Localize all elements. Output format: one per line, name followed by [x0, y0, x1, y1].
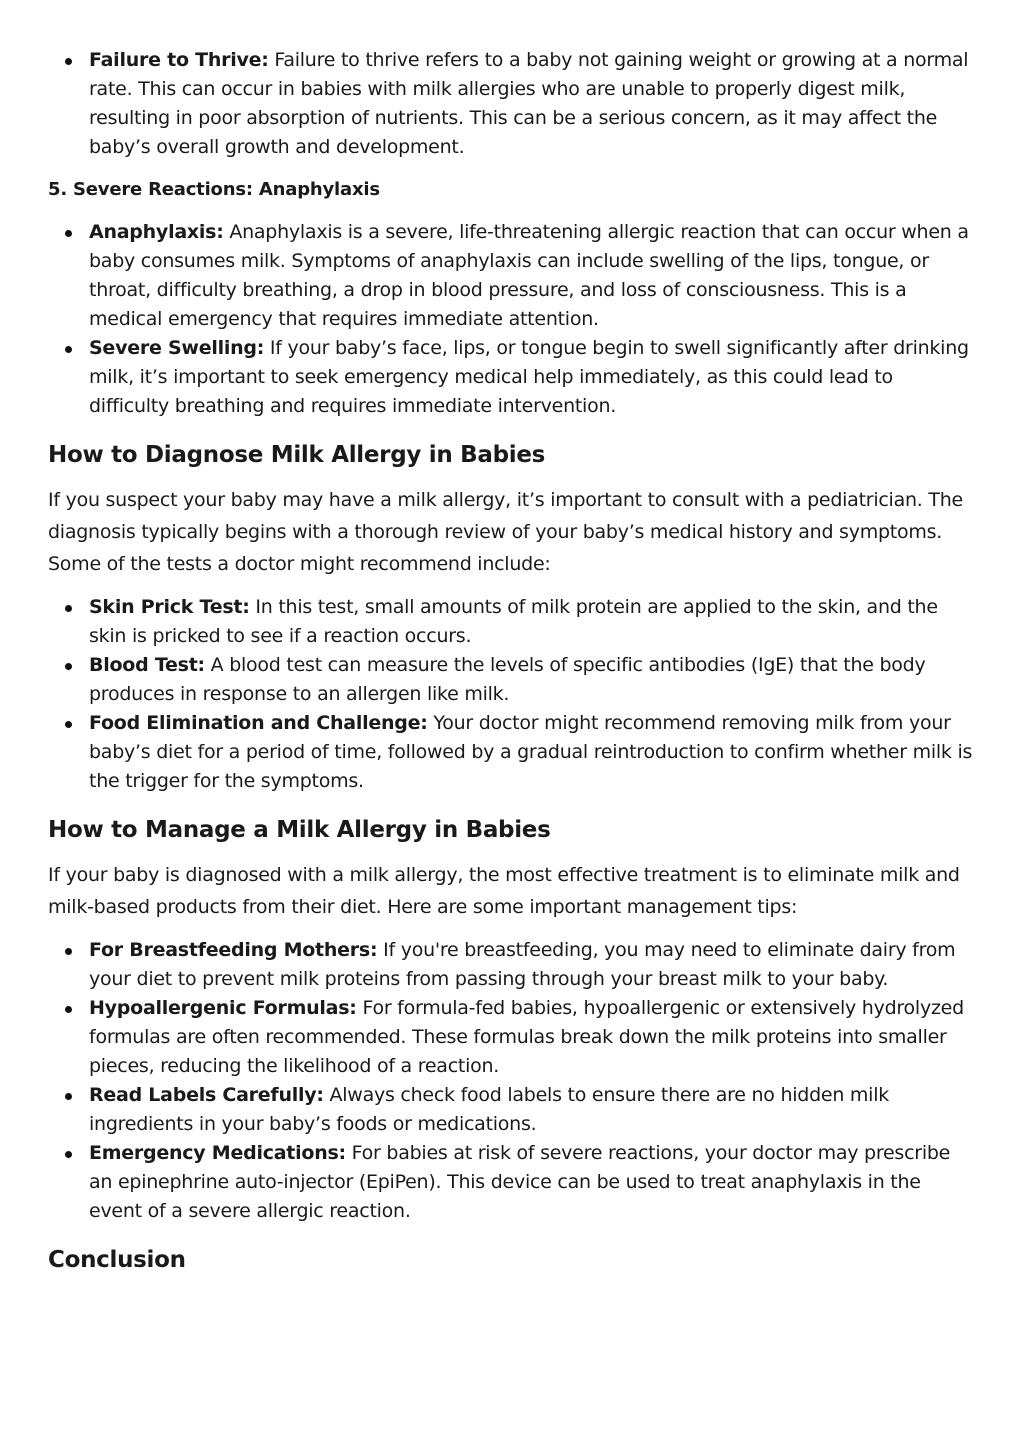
item-label: Emergency Medications: — [89, 1142, 346, 1164]
list-item-read-labels — [48, 1081, 978, 1139]
item-text: Your doctor might recommend removing milk from your baby’s diet for a period of time, followed by a gradual reintroduction to confirm whether milk is the trigger for the symptoms. — [89, 712, 973, 792]
item-text: If your baby’s face, lips, or tongue begin to swell significantly after drinking milk, it’s important to seek emergency medical help immediately, as this could lead to difficulty breathing and requires immediate intervention. — [89, 337, 969, 417]
heading-conclusion: Conclusion — [48, 1247, 186, 1273]
bullet-list-diagnose — [48, 593, 978, 796]
item-text: Failure to thrive refers to a baby not gaining weight or growing at a normal rate. This can occur in babies with milk allergies who are unable to properly digest milk, resulting in poor absorption of nutrients. This can be a serious concern, as it may affect the baby’s overall growth and development. — [89, 49, 969, 158]
paragraph-diagnose: If you suspect your baby may have a milk allergy, it’s important to consult with a pediatrician. The diagnosis typically begins with a thorough review of your baby’s medical history and symptoms. Some of the tests a doctor might recommend include: — [48, 489, 963, 575]
list-item-blood-test — [48, 651, 978, 709]
bullet-list-failure-to-thrive — [48, 46, 978, 162]
list-item-failure-to-thrive — [48, 46, 978, 162]
item-label: Skin Prick Test: — [89, 596, 250, 618]
bullet-list-manage — [48, 936, 978, 1226]
item-text: Always check food labels to ensure there are no hidden milk ingredients in your baby’s foods or medications. — [89, 1084, 889, 1135]
item-text: For formula-fed babies, hypoallergenic or extensively hydrolyzed formulas are often recommended. These formulas break down the milk proteins into smaller pieces, reducing the likelihood of a reaction. — [89, 997, 964, 1077]
list-item-breastfeeding-mothers — [48, 936, 978, 994]
item-text: In this test, small amounts of milk protein are applied to the skin, and the skin is pricked to see if a reaction occurs. — [89, 596, 938, 647]
subheading-severe-reactions: 5. Severe Reactions: Anaphylaxis — [48, 179, 380, 200]
document-page — [48, 46, 978, 1276]
item-text: For babies at risk of severe reactions, your doctor may prescribe an epinephrine auto-injector (EpiPen). This device can be used to treat anaphylaxis in the event of a severe allergic reaction. — [89, 1142, 951, 1222]
list-item-emergency-medications — [48, 1139, 978, 1226]
item-label: Food Elimination and Challenge: — [89, 712, 428, 734]
list-item-hypoallergenic-formulas — [48, 994, 978, 1081]
item-text: A blood test can measure the levels of specific antibodies (IgE) that the body produces in response to an allergen like milk. — [89, 654, 926, 705]
heading-manage: How to Manage a Milk Allergy in Babies — [48, 817, 551, 843]
heading-diagnose: How to Diagnose Milk Allergy in Babies — [48, 442, 546, 468]
item-label: Failure to Thrive: — [89, 49, 269, 71]
item-label: For Breastfeeding Mothers: — [89, 939, 378, 961]
item-label: Hypoallergenic Formulas: — [89, 997, 357, 1019]
list-item-anaphylaxis — [48, 218, 978, 334]
item-text: If you're breastfeeding, you may need to eliminate dairy from your diet to prevent milk proteins from passing through your breast milk to your baby. — [89, 939, 956, 990]
item-label: Blood Test: — [89, 654, 205, 676]
list-item-skin-prick-test — [48, 593, 978, 651]
item-label: Anaphylaxis: — [89, 221, 224, 243]
list-item-food-elimination — [48, 709, 978, 796]
list-item-severe-swelling — [48, 334, 978, 421]
item-text: Anaphylaxis is a severe, life-threatening allergic reaction that can occur when a baby consumes milk. Symptoms of anaphylaxis can include swelling of the lips, tongue, or throat, difficulty breathing, a drop in blood pressure, and loss of consciousness. This is a medical emergency that requires immediate attention. — [89, 221, 969, 330]
paragraph-manage: If your baby is diagnosed with a milk allergy, the most effective treatment is to eliminate milk and milk-based products from their diet. Here are some important management tips: — [48, 864, 960, 918]
bullet-list-severe-reactions — [48, 218, 978, 421]
item-label: Severe Swelling: — [89, 337, 265, 359]
item-label: Read Labels Carefully: — [89, 1084, 324, 1106]
